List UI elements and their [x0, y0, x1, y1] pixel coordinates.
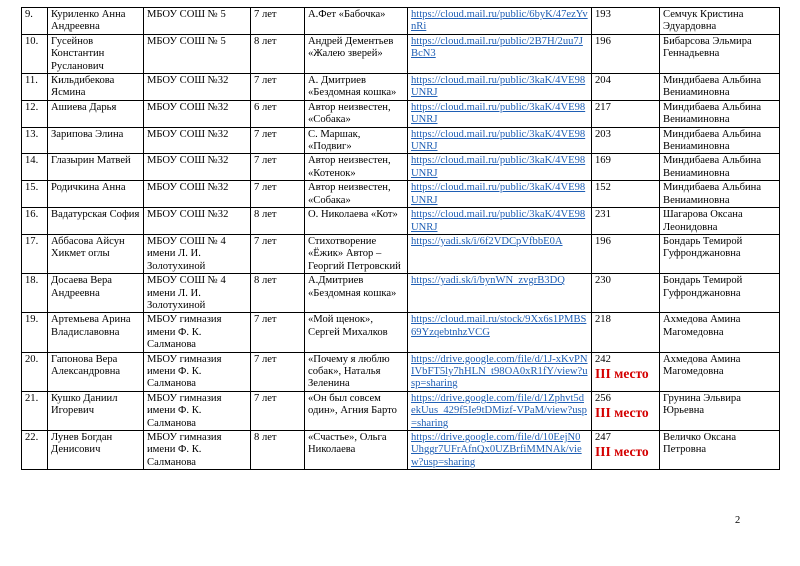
video-link[interactable]: https://cloud.mail.ru/public/3kaK/4VE98UNRJ: [411, 155, 586, 179]
row-number: 22.: [25, 432, 39, 443]
link-cell: [408, 34, 592, 73]
participant-name-cell: [48, 208, 144, 235]
age-cell: [251, 313, 305, 352]
work-cell: [305, 274, 408, 313]
work-cell: [305, 431, 408, 470]
participant-name: Куриленко Анна Андреевна: [51, 9, 126, 33]
participant-name: Аббасова Айсун Хикмет оглы: [51, 235, 125, 260]
link-cell: [408, 181, 592, 208]
participant-name: Артемьева Арина Владиславовна: [51, 314, 131, 338]
work-title: С. Маршак, «Подвиг»: [308, 128, 361, 153]
video-link[interactable]: https://drive.google.com/file/d/10EejN0Uhggr7UFrAfnQx0UZBrfiMMNAk/view?usp=sharing: [411, 432, 582, 468]
row-number-cell: [22, 154, 48, 181]
place-award: III место: [595, 444, 649, 460]
age-cell: [251, 391, 305, 430]
score-cell: [592, 74, 660, 101]
school-name: МБОУ СОШ №32: [147, 128, 229, 140]
work-title: Автор неизвестен, «Котенок»: [308, 155, 391, 179]
score-cell: [592, 313, 660, 352]
participant-name: Родичкина Анна: [51, 182, 126, 194]
age-cell: [251, 234, 305, 273]
row-number-cell: [22, 391, 48, 430]
row-number-cell: [22, 352, 48, 391]
teacher-cell: [660, 391, 780, 430]
score-value: 242: [595, 353, 611, 365]
table-row: [22, 34, 780, 73]
score-value: 256: [595, 392, 611, 404]
work-title: Андрей Дементьев «Жалею зверей»: [308, 35, 394, 60]
table-row: [22, 208, 780, 235]
school-cell: [144, 181, 251, 208]
page-number: 2: [735, 515, 741, 526]
row-number: 18.: [25, 275, 39, 287]
row-number-cell: [22, 208, 48, 235]
row-number-cell: [22, 127, 48, 154]
work-title: «Он был совсем один», Агния Барто: [308, 392, 397, 417]
row-number: 21.: [25, 392, 39, 404]
link-cell: [408, 274, 592, 313]
work-cell: [305, 34, 408, 73]
score-cell: [592, 208, 660, 235]
row-number: 10.: [25, 35, 39, 47]
work-title: Автор неизвестен, «Собака»: [308, 101, 391, 126]
score-cell: [592, 8, 660, 35]
participant-age: 8 лет: [254, 432, 277, 443]
link-cell: [408, 100, 592, 127]
teacher-cell: [660, 431, 780, 470]
score-cell: [592, 181, 660, 208]
score-value: 231: [595, 209, 611, 221]
age-cell: [251, 100, 305, 127]
participant-name: Гапонова Вера Александровна: [51, 353, 121, 377]
teacher-name: Семчук Кристина Эдуардовна: [663, 9, 744, 33]
score-value: 230: [595, 275, 611, 287]
school-name: МБОУ СОШ №32: [147, 182, 229, 194]
link-cell: [408, 352, 592, 391]
teacher-cell: [660, 100, 780, 127]
participant-name-cell: [48, 352, 144, 391]
school-cell: [144, 154, 251, 181]
row-number: 17.: [25, 235, 39, 247]
score-value: 196: [595, 235, 611, 247]
school-cell: [144, 313, 251, 352]
age-cell: [251, 352, 305, 391]
work-cell: [305, 100, 408, 127]
teacher-cell: [660, 208, 780, 235]
row-number-cell: [22, 431, 48, 470]
work-cell: [305, 352, 408, 391]
school-name: МБОУ СОШ № 5: [147, 35, 226, 47]
school-cell: [144, 234, 251, 273]
video-link[interactable]: https://yadi.sk/i/bynWN_zvgrB3DQ: [411, 275, 565, 287]
participant-name-cell: [48, 274, 144, 313]
school-cell: [144, 34, 251, 73]
row-number-cell: [22, 274, 48, 313]
school-name: МБОУ гимназия имени Ф. К. Салманова: [147, 392, 222, 429]
teacher-cell: [660, 154, 780, 181]
teacher-cell: [660, 74, 780, 101]
teacher-name: Миндибаева Альбина Вениаминовна: [663, 128, 762, 153]
score-value: 203: [595, 128, 611, 140]
work-cell: [305, 74, 408, 101]
work-title: А.Фет «Бабочка»: [308, 9, 386, 20]
row-number: 20.: [25, 353, 39, 365]
school-cell: [144, 127, 251, 154]
score-value: 152: [595, 182, 611, 194]
row-number: 16.: [25, 209, 39, 221]
school-name: МБОУ СОШ № 5: [147, 9, 226, 20]
teacher-cell: [660, 352, 780, 391]
work-title: О. Николаева «Кот»: [308, 209, 398, 221]
school-name: МБОУ СОШ № 4 имени Л. И. Золотухиной: [147, 235, 226, 272]
row-number: 14.: [25, 155, 39, 167]
teacher-name: Миндибаева Альбина Вениаминовна: [663, 75, 762, 99]
video-link[interactable]: https://cloud.mail.ru/public/6byK/47ezYvnRi: [411, 9, 588, 33]
video-link[interactable]: https://drive.google.com/file/d/1J-xKvPNIVbFT5ly7hHLN_t98OA0xR1fY/view?usp=sharing: [411, 353, 588, 390]
link-cell: [408, 154, 592, 181]
school-name: МБОУ гимназия имени Ф. К. Салманова: [147, 432, 222, 468]
school-cell: [144, 391, 251, 430]
school-name: МБОУ гимназия имени Ф. К. Салманова: [147, 353, 222, 390]
row-number-cell: [22, 181, 48, 208]
participant-name-cell: [48, 181, 144, 208]
participant-age: 7 лет: [254, 75, 277, 87]
video-link[interactable]: https://drive.google.com/file/d/1Zphvt5dekUus_429f5Ie9tDMizf-VPaM/view?usp=sharing: [411, 392, 587, 429]
score-cell: [592, 234, 660, 273]
participant-name-cell: [48, 100, 144, 127]
link-cell: [408, 127, 592, 154]
participant-age: 8 лет: [254, 35, 277, 47]
participant-name: Досаева Вера Андреевна: [51, 275, 113, 299]
score-cell: [592, 34, 660, 73]
row-number: 19.: [25, 314, 39, 326]
work-cell: [305, 208, 408, 235]
link-cell: [408, 208, 592, 235]
row-number: 12.: [25, 101, 39, 113]
work-title: «Мой щенок», Сергей Михалков: [308, 314, 388, 338]
participant-age: 7 лет: [254, 9, 277, 20]
school-cell: [144, 274, 251, 313]
participant-age: 8 лет: [254, 209, 277, 221]
school-name: МБОУ СОШ №32: [147, 101, 229, 113]
age-cell: [251, 208, 305, 235]
table-row: [22, 74, 780, 101]
teacher-cell: [660, 234, 780, 273]
participant-age: 7 лет: [254, 314, 277, 326]
score-cell: [592, 391, 660, 430]
teacher-name: Ахмедова Амина Магомедовна: [663, 314, 741, 338]
participant-age: 7 лет: [254, 128, 277, 140]
video-link[interactable]: https://cloud.mail.ru/public/3kaK/4VE98UNRJ: [411, 75, 586, 99]
age-cell: [251, 127, 305, 154]
video-link[interactable]: https://cloud.mail.ru/public/3kaK/4VE98UNRJ: [411, 209, 586, 233]
participant-name-cell: [48, 431, 144, 470]
age-cell: [251, 431, 305, 470]
school-name: МБОУ СОШ № 4 имени Л. И. Золотухиной: [147, 275, 226, 311]
score-value: 204: [595, 75, 611, 87]
score-cell: [592, 431, 660, 470]
work-title: «Почему я люблю собак», Наталья Зеленина: [308, 353, 390, 390]
participant-age: 8 лет: [254, 275, 277, 287]
score-value: 247: [595, 432, 611, 443]
school-cell: [144, 352, 251, 391]
participant-name: Вадатурская София: [51, 209, 140, 221]
teacher-name: Миндибаева Альбина Вениаминовна: [663, 101, 762, 126]
table-row: [22, 8, 780, 35]
age-cell: [251, 154, 305, 181]
work-cell: [305, 313, 408, 352]
work-cell: [305, 154, 408, 181]
participant-age: 7 лет: [254, 155, 277, 167]
participant-name-cell: [48, 313, 144, 352]
table-row: [22, 154, 780, 181]
participant-name-cell: [48, 234, 144, 273]
work-title: Автор неизвестен, «Собака»: [308, 182, 391, 206]
video-link[interactable]: https://cloud.mail.ru/stock/9Xx6s1PMBS69YzqebtnhzVCG: [411, 314, 587, 338]
link-cell: [408, 313, 592, 352]
video-link[interactable]: https://cloud.mail.ru/public/3kaK/4VE98UNRJ: [411, 128, 586, 153]
row-number-cell: [22, 234, 48, 273]
participant-name: Лунев Богдан Денисович: [51, 432, 113, 456]
row-number: 9.: [25, 9, 33, 20]
teacher-name: Миндибаева Альбина Вениаминовна: [663, 155, 762, 179]
teacher-name: Ахмедова Амина Магомедовна: [663, 353, 741, 377]
school-cell: [144, 74, 251, 101]
school-name: МБОУ гимназия имени Ф. К. Салманова: [147, 314, 222, 351]
work-cell: [305, 127, 408, 154]
teacher-cell: [660, 127, 780, 154]
work-title: А.Дмитриев «Бездомная кошка»: [308, 275, 397, 299]
teacher-cell: [660, 274, 780, 313]
results-table-body: [22, 8, 780, 470]
score-cell: [592, 100, 660, 127]
school-name: МБОУ СОШ №32: [147, 155, 229, 167]
age-cell: [251, 8, 305, 35]
participant-name: Зарипова Элина: [51, 128, 124, 140]
participant-age: 6 лет: [254, 101, 277, 113]
work-cell: [305, 234, 408, 273]
participant-age: 7 лет: [254, 235, 277, 247]
table-row: [22, 391, 780, 430]
row-number-cell: [22, 74, 48, 101]
participant-name: Кушко Даниил Игоревич: [51, 392, 118, 417]
age-cell: [251, 74, 305, 101]
score-value: 169: [595, 155, 611, 167]
work-cell: [305, 391, 408, 430]
video-link[interactable]: https://cloud.mail.ru/public/2B7H/2uu7JBcN3: [411, 35, 583, 60]
participant-name-cell: [48, 8, 144, 35]
table-row: [22, 313, 780, 352]
table-row: [22, 234, 780, 273]
link-cell: [408, 8, 592, 35]
table-row: [22, 100, 780, 127]
row-number-cell: [22, 313, 48, 352]
score-value: 218: [595, 314, 611, 326]
teacher-name: Бондарь Темирой Гуфронджановна: [663, 235, 743, 260]
work-title: А. Дмитриев «Бездомная кошка»: [308, 75, 397, 99]
school-name: МБОУ СОШ №32: [147, 75, 229, 87]
participant-name: Кильдибекова Ясмина: [51, 75, 115, 99]
school-cell: [144, 431, 251, 470]
table-row: [22, 181, 780, 208]
school-cell: [144, 100, 251, 127]
work-title: Стихотворение «Ёжик» Автор –Георгий Петровский: [308, 235, 401, 272]
participant-name: Глазырин Матвей: [51, 155, 131, 167]
participant-name: Ашиева Дарья: [51, 101, 117, 113]
row-number-cell: [22, 34, 48, 73]
teacher-name: Бондарь Темирой Гуфронджановна: [663, 275, 743, 299]
score-cell: [592, 352, 660, 391]
link-cell: [408, 391, 592, 430]
teacher-name: Бибарсова Эльмира Геннадьевна: [663, 35, 752, 60]
teacher-cell: [660, 313, 780, 352]
participant-name-cell: [48, 127, 144, 154]
place-award: III место: [595, 365, 649, 381]
school-cell: [144, 208, 251, 235]
participant-age: 7 лет: [254, 353, 277, 365]
score-cell: [592, 274, 660, 313]
link-cell: [408, 431, 592, 470]
row-number: 15.: [25, 182, 39, 194]
participant-age: 7 лет: [254, 392, 277, 404]
age-cell: [251, 274, 305, 313]
video-link[interactable]: https://cloud.mail.ru/public/3kaK/4VE98UNRJ: [411, 182, 586, 206]
teacher-name: Шагарова Оксана Леонидовна: [663, 209, 743, 233]
place-award: III место: [595, 405, 649, 421]
score-value: 196: [595, 35, 611, 47]
score-cell: [592, 154, 660, 181]
link-cell: [408, 74, 592, 101]
age-cell: [251, 34, 305, 73]
work-cell: [305, 8, 408, 35]
link-cell: [408, 234, 592, 273]
teacher-name: Грунина Эльвира Юрьевна: [663, 392, 741, 417]
results-table: [21, 7, 780, 470]
table-row: [22, 274, 780, 313]
teacher-cell: [660, 181, 780, 208]
teacher-name: Миндибаева Альбина Вениаминовна: [663, 182, 762, 206]
table-row: [22, 127, 780, 154]
participant-name-cell: [48, 391, 144, 430]
video-link[interactable]: https://cloud.mail.ru/public/3kaK/4VE98UNRJ: [411, 101, 586, 126]
score-cell: [592, 127, 660, 154]
row-number-cell: [22, 8, 48, 35]
work-cell: [305, 181, 408, 208]
participant-name: Гусейнов Константин Русланович: [51, 35, 105, 72]
row-number: 11.: [25, 75, 38, 87]
table-row: [22, 352, 780, 391]
school-name: МБОУ СОШ №32: [147, 209, 229, 221]
score-value: 217: [595, 101, 611, 113]
participant-name-cell: [48, 154, 144, 181]
school-cell: [144, 8, 251, 35]
row-number: 13.: [25, 128, 39, 140]
teacher-name: Величко Оксана Петровна: [663, 432, 737, 456]
work-title: «Счастье», Ольга Николаева: [308, 432, 387, 456]
participant-name-cell: [48, 34, 144, 73]
row-number-cell: [22, 100, 48, 127]
age-cell: [251, 181, 305, 208]
teacher-cell: [660, 34, 780, 73]
participant-age: 7 лет: [254, 182, 277, 194]
video-link[interactable]: https://yadi.sk/i/6f2VDCpVfbbE0A: [411, 235, 563, 247]
teacher-cell: [660, 8, 780, 35]
score-value: 193: [595, 9, 611, 20]
participant-name-cell: [48, 74, 144, 101]
table-row: [22, 431, 780, 470]
